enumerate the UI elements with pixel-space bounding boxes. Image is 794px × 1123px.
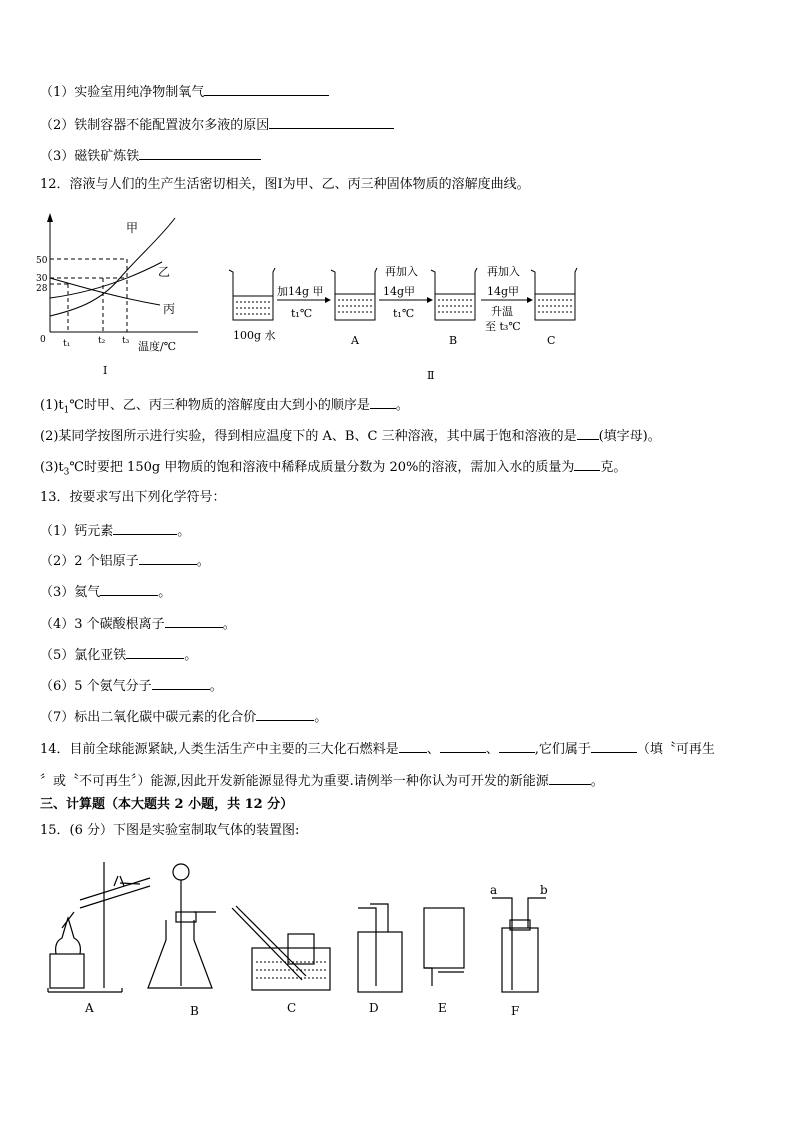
beaker-label-a: A [351, 334, 359, 347]
arrow3-top-label-2: 14g甲 [487, 285, 520, 298]
q13-item-2-end: 。 [196, 554, 210, 569]
apparatus-label-c: C [287, 1001, 297, 1015]
arrow2-bottom-label: t₁℃ [393, 307, 415, 320]
q12-sub3-sub: 3 [63, 467, 70, 478]
curve-bing [50, 278, 160, 305]
curve-label-yi: 乙 [158, 265, 171, 279]
answer-blank[interactable] [399, 739, 427, 753]
arrow1-top-label: 加14g 甲 [277, 285, 324, 298]
q13-item-5-text: （5）氯化亚铁 [40, 648, 127, 663]
q14-text-e: （填〝可再生 [636, 742, 715, 757]
solubility-chart [30, 210, 200, 380]
beaker-start-label: 100g 水 [233, 329, 276, 342]
q12-sub2-a: (2)某同学按图所示进行实验，得到相应温度下的 A、B、C 三种溶液，其中属于饱和溶液的是 [40, 429, 577, 444]
answer-blank[interactable] [256, 707, 314, 721]
apparatus-label-f: F [511, 1004, 520, 1018]
q11-item-2 [40, 115, 394, 135]
q14-line-1 [40, 739, 715, 759]
q13-item-2 [40, 551, 210, 571]
q11-item-3-text: （3）磁铁矿炼铁 [40, 149, 140, 164]
apparatus-label-d: D [369, 1001, 379, 1015]
q13-item-3-end: 。 [158, 585, 172, 600]
q11-item-1-text: （1）实验室用纯净物制氧气 [40, 85, 205, 100]
q13-item-6-text: （6）5 个氨气分子 [40, 679, 152, 694]
q12-sub1 [40, 395, 409, 420]
q13-item-2-text: （2）2 个铝原子 [40, 554, 139, 569]
q13-stem: 13．按要求写出下列化学符号： [40, 490, 226, 505]
q15-stem: 15．(6 分）下图是实验室制取气体的装置图: [40, 823, 300, 838]
q13-item-5 [40, 645, 197, 665]
q12-sub2 [40, 426, 661, 446]
answer-blank[interactable] [113, 521, 177, 535]
section-3-heading: 三、计算题（本大题共 2 小题，共 12 分） [40, 797, 294, 812]
port-label-a: a [490, 883, 498, 897]
answer-blank[interactable] [126, 645, 184, 659]
q13-item-1 [40, 521, 190, 541]
q12-sub2-end: (填字母)。 [598, 429, 661, 444]
y-tick-30: 30 [36, 274, 48, 284]
q12-sub3-end: 克。 [600, 460, 627, 475]
answer-blank[interactable] [152, 676, 210, 690]
q14-text-end: 。 [590, 774, 604, 789]
answer-blank[interactable] [139, 551, 197, 565]
x-tick-t2: t₂ [98, 336, 106, 346]
x-tick-t3: t₃ [122, 336, 130, 346]
q13-item-4 [40, 614, 236, 634]
apparatus-label-e: E [438, 1001, 447, 1015]
q12-sub1-sub: 1 [63, 405, 70, 416]
q14-text-d: ,它们属于 [534, 742, 591, 757]
answer-blank[interactable] [139, 146, 261, 160]
q12-sub3-b: ℃时要把 150g 甲物质的饱和溶液中稀释成质量分数为 20%的溶液，需加入水的质量为 [69, 460, 575, 475]
apparatus-label-b: B [190, 1004, 199, 1018]
q13-item-5-end: 。 [184, 648, 198, 663]
q14-line-2 [40, 771, 604, 791]
answer-blank[interactable] [204, 82, 329, 96]
answer-blank[interactable] [591, 739, 637, 753]
q13-item-6 [40, 676, 223, 696]
q12-sub1-end: 。 [395, 398, 409, 413]
beaker-label-b: B [449, 334, 458, 347]
arrow2-top-label-2: 14g甲 [383, 285, 416, 298]
q13-item-4-end: 。 [222, 617, 236, 632]
port-label-b: b [540, 883, 548, 897]
q14-text-f: 〞或〝不可再生〞）能源,因此开发新能源显得尤为重要.请例举一种你认为可开发的新能源 [40, 774, 549, 789]
answer-blank[interactable] [440, 739, 486, 753]
q13-item-4-text: （4）3 个碳酸根离子 [40, 617, 165, 632]
arrow2-top-label-1: 再加入 [385, 265, 418, 278]
apparatus-label-a: A [85, 1001, 94, 1015]
q11-item-1 [40, 82, 329, 102]
y-tick-28: 28 [36, 284, 48, 294]
answer-blank[interactable] [574, 457, 600, 471]
answer-blank[interactable] [269, 115, 394, 129]
x-tick-t1: t₁ [63, 339, 71, 349]
q12-sub3-a: (3)t [40, 460, 64, 475]
x-axis-label: 温度/℃ [138, 340, 177, 353]
answer-blank[interactable] [100, 582, 158, 596]
q11-item-2-text: （2）铁制容器不能配置波尔多液的原因 [40, 118, 270, 133]
q13-item-7-text: （7）标出二氧化碳中碳元素的化合价 [40, 710, 257, 725]
answer-blank[interactable] [370, 395, 396, 409]
q13-item-7 [40, 707, 327, 727]
arrow3-bottom-label-1: 升温 [491, 305, 513, 318]
answer-blank[interactable] [499, 739, 535, 753]
y-tick-50: 50 [36, 256, 48, 266]
arrow3-bottom-label-2: 至 t₃℃ [485, 320, 521, 333]
q13-item-1-end: 。 [177, 524, 191, 539]
q13-item-1-text: （1）钙元素 [40, 524, 114, 539]
figure-label-2: Ⅱ [427, 369, 435, 382]
q12-stem: 12．溶液与人们的生产生活密切相关，图Ⅰ为甲、乙、丙三种固体物质的溶解度曲线。 [40, 177, 530, 192]
q13-item-3-text: （3）氦气 [40, 585, 101, 600]
answer-blank[interactable] [165, 614, 223, 628]
q12-sub3 [40, 457, 626, 482]
origin-label: 0 [40, 335, 46, 345]
curve-label-jia: 甲 [126, 221, 139, 235]
answer-blank[interactable] [577, 426, 599, 440]
curve-label-bing: 丙 [163, 302, 176, 316]
curve-yi [50, 262, 162, 298]
beaker-label-c: C [547, 334, 556, 347]
q13-item-3 [40, 582, 171, 602]
q13-item-7-end: 。 [314, 710, 328, 725]
arrow1-bottom-label: t₁℃ [291, 307, 313, 320]
arrow3-top-label-1: 再加入 [487, 265, 520, 278]
q11-item-3 [40, 146, 261, 166]
q12-sub1-b: ℃时甲、乙、丙三种物质的溶解度由大到小的顺序是 [69, 398, 370, 413]
q14-sep-1: 、 [426, 742, 440, 757]
apparatus-diagram [40, 858, 560, 1023]
q13-item-6-end: 。 [209, 679, 223, 694]
q12-sub1-a: (1)t [40, 398, 64, 413]
figure-label-1: Ⅰ [103, 364, 108, 377]
answer-blank[interactable] [549, 771, 591, 785]
experiment-diagram [225, 262, 585, 387]
curve-jia [50, 218, 175, 316]
q14-text-a: 14．目前全球能源紧缺,人类生活生产中主要的三大化石燃料是 [40, 742, 399, 757]
q14-sep-2: 、 [485, 742, 499, 757]
